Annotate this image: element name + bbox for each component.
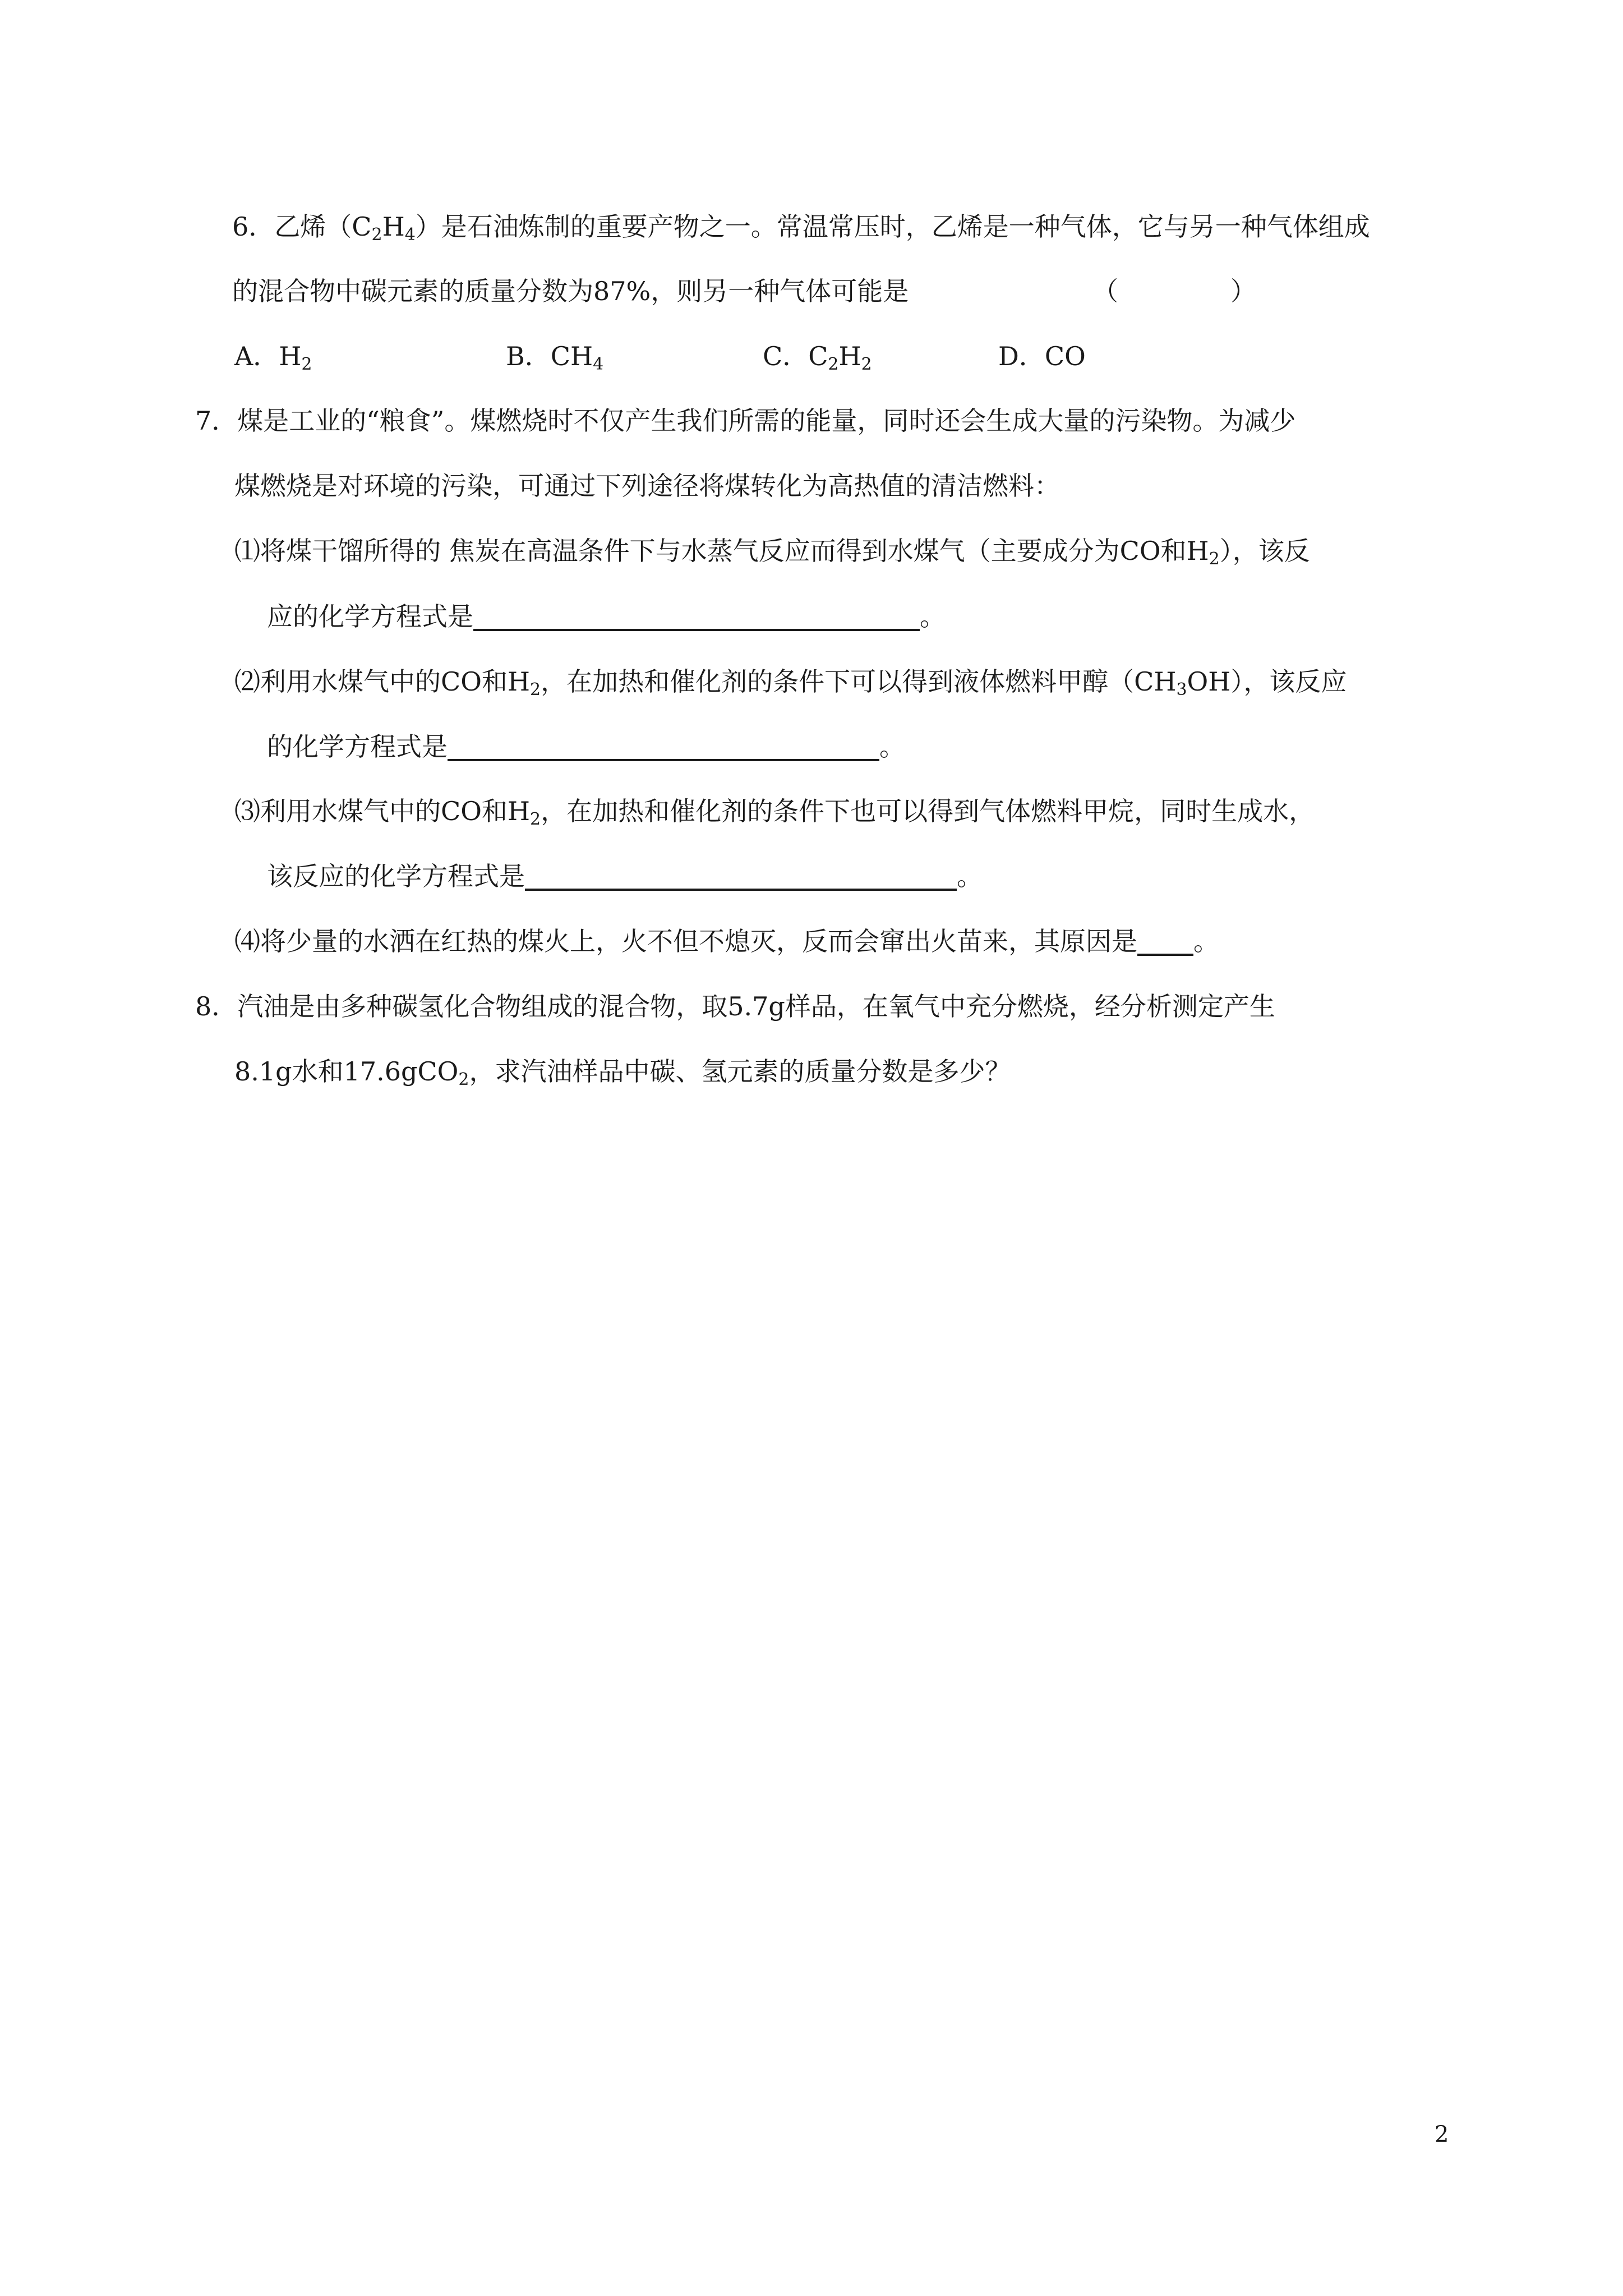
- q7-part3-line-1: ⑶利用水煤气中的CO和$H_2$，在加热和催化剂的条件下也可以得到气体燃料甲烷，同时生成水，: [234, 796, 1315, 829]
- q7-part4-line: ⑷将少量的水洒在红热的煤火上，火不但不熄灭，反而会窜出火苗来，其原因是 。: [234, 926, 1219, 956]
- q7-part2-line-2: 的化学方程式是 。: [267, 731, 905, 762]
- q8-number: 8．: [195, 991, 238, 1022]
- page-number: 2: [1435, 2122, 1449, 2147]
- q7-part1-line-2: 应的化学方程式是 。: [267, 601, 946, 632]
- q8-line-2: 8.1g水和17.6gCO$_2$，求汽油样品中碳、氢元素的质量分数是多少？: [234, 1056, 1011, 1089]
- q7-part2-line-1: ⑵利用水煤气中的CO和$H_2$，在加热和催化剂的条件下可以得到液体燃料甲醇$(CH_3OH)$，该反应: [234, 666, 1347, 700]
- q7-part2-answer-blank[interactable]: [448, 731, 879, 761]
- q7-line-2: 煤燃烧是对环境的污染，可通过下列途径将煤转化为高热值的清洁燃料：: [234, 471, 1060, 501]
- q6-option-d: D．CO: [998, 341, 1086, 371]
- q6-number: 6．: [232, 211, 275, 242]
- q7-part3-answer-blank[interactable]: [525, 861, 957, 891]
- q6-line-1: 6．乙烯$(C_2H_4)$是石油炼制的重要产物之一。常温常压时，乙烯是一种气体，它与另一种气体组成: [232, 211, 1370, 245]
- q7-part3-line-2: 该反应的化学方程式是 。: [267, 861, 983, 891]
- q7-number: 7．: [195, 406, 238, 436]
- q6-option-b: B．$CH_4$: [506, 341, 604, 374]
- q8-line-1: 8．汽油是由多种碳氢化合物组成的混合物，取5.7g样品，在氧气中充分燃烧，经分析测定产生: [195, 991, 1275, 1022]
- q7-part1-line-1: ⑴将煤干馏所得的 焦炭在高温条件下与水蒸气反应而得到水煤气（主要成分为CO和$H_2$），该反: [234, 536, 1310, 569]
- q6-option-c: C．$C_2H_2$: [763, 341, 872, 374]
- q7-part4-answer-blank[interactable]: [1137, 926, 1193, 956]
- q6-answer-parentheses[interactable]: （ ）: [1092, 276, 1256, 306]
- q6-line-2: 的混合物中碳元素的质量分数为87%，则另一种气体可能是: [232, 276, 909, 306]
- q7-part1-answer-blank[interactable]: [473, 601, 920, 631]
- q7-line-1: 7．煤是工业的“粮食”。煤燃烧时不仅产生我们所需的能量，同时还会生成大量的污染物。为减少: [195, 406, 1296, 436]
- q6-option-a: A．$H_2$: [234, 341, 312, 374]
